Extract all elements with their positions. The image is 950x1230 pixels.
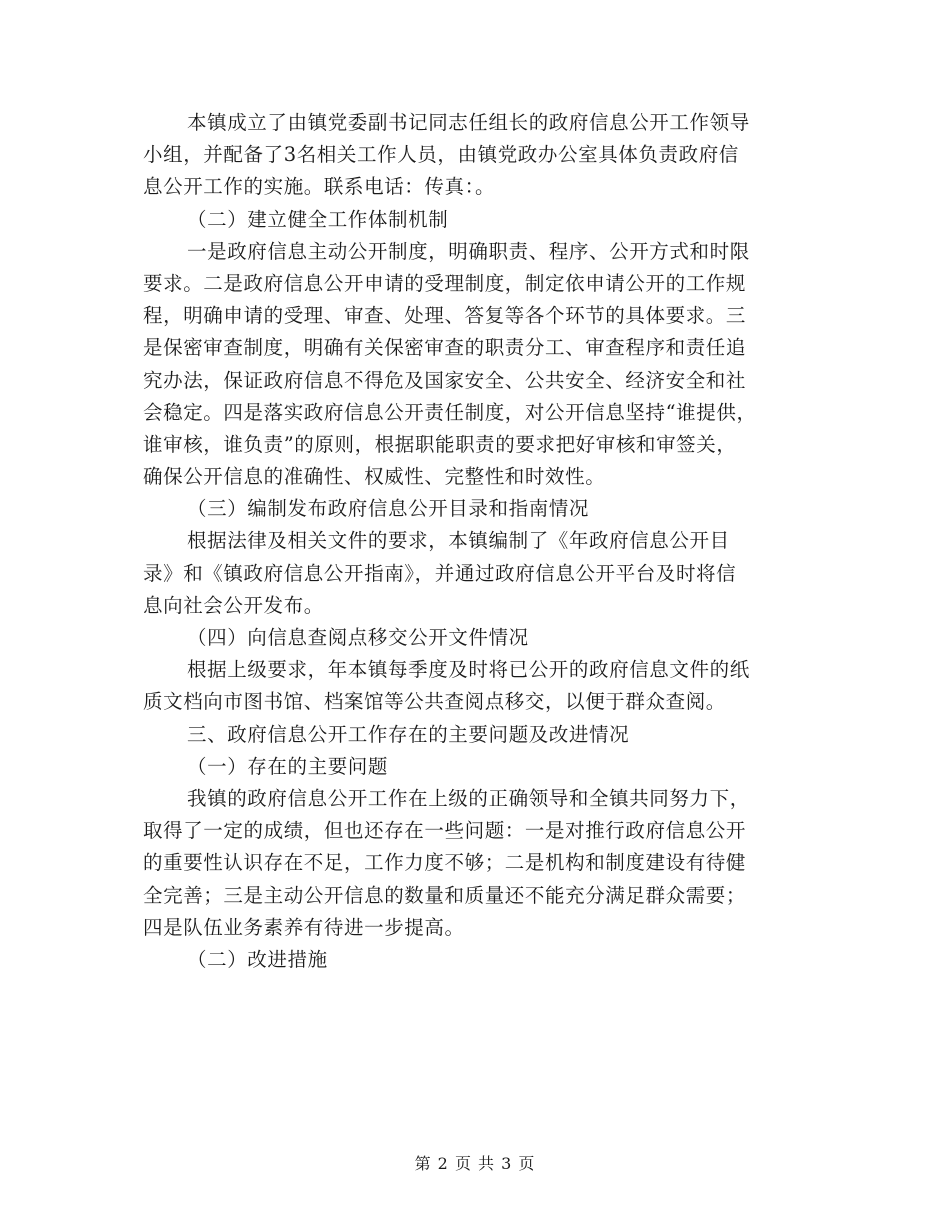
text-line: （一）存在的主要问题 <box>187 754 389 778</box>
page-footer: 第 2 页 共 3 页 <box>414 1154 536 1173</box>
text-line: （二）改进措施 <box>187 947 328 971</box>
text-line: 我镇的政府信息公开工作在上级的正确领导和全镇共同努力下， <box>187 786 750 810</box>
text-line: （三）编制发布政府信息公开目录和指南情况 <box>187 497 590 521</box>
text-line: 本镇成立了由镇党委副书记同志任组长的政府信息公开工作领导 <box>187 111 750 134</box>
text-line: 息向社会公开发布。 <box>143 593 324 617</box>
text-line: 全完善；三是主动公开信息的数量和质量还不能充分满足群众需要； <box>143 883 747 907</box>
text-line: 三、政府信息公开工作存在的主要问题及改进情况 <box>187 722 630 746</box>
text-line: 程，明确申请的受理、审查、处理、答复等各个环节的具体要求。三 <box>143 304 747 328</box>
text-line: （二）建立健全工作体制机制 <box>187 207 449 231</box>
text-line: 究办法，保证政府信息不得危及国家安全、公共安全、经济安全和社 <box>143 368 747 392</box>
text-line: 会稳定。四是落实政府信息公开责任制度，对公开信息坚持“谁提供， <box>143 400 757 424</box>
text-line: 录》和《镇政府信息公开指南》，并通过政府信息公开平台及时将信 <box>143 561 737 585</box>
text-line: 小组，并配备了3名相关工作人员，由镇党政办公室具体负责政府信 <box>143 143 739 167</box>
text-line: 一是政府信息主动公开制度，明确职责、程序、公开方式和时限 <box>187 239 750 263</box>
text-line: （四）向信息查阅点移交公开文件情况 <box>187 626 529 649</box>
text-line: 的重要性认识存在不足，工作力度不够；二是机构和制度建设有待健 <box>143 851 747 875</box>
text-line: 是保密审查制度，明确有关保密审查的职责分工、审查程序和责任追 <box>143 336 747 360</box>
text-line: 质文档向市图书馆、档案馆等公共查阅点移交，以便于群众查阅。 <box>143 690 726 714</box>
text-line: 息公开工作的实施。联系电话：传真：。 <box>143 175 496 199</box>
text-line: 确保公开信息的准确性、权威性、完整性和时效性。 <box>143 465 606 489</box>
text-line: 取得了一定的成绩，但也还存在一些问题：一是对推行政府信息公开 <box>143 819 747 843</box>
text-line: 谁审核，谁负责”的原则，根据职能职责的要求把好审核和审签关， <box>143 432 737 456</box>
text-line: 根据法律及相关文件的要求，本镇编制了《年政府信息公开目 <box>187 529 730 553</box>
text-line: 根据上级要求，年本镇每季度及时将已公开的政府信息文件的纸 <box>187 658 750 682</box>
document-body <box>143 107 803 976</box>
text-line: 要求。二是政府信息公开申请的受理制度，制定依申请公开的工作规 <box>143 271 747 295</box>
text-line: 四是队伍业务素养有待进一步提高。 <box>143 915 465 939</box>
